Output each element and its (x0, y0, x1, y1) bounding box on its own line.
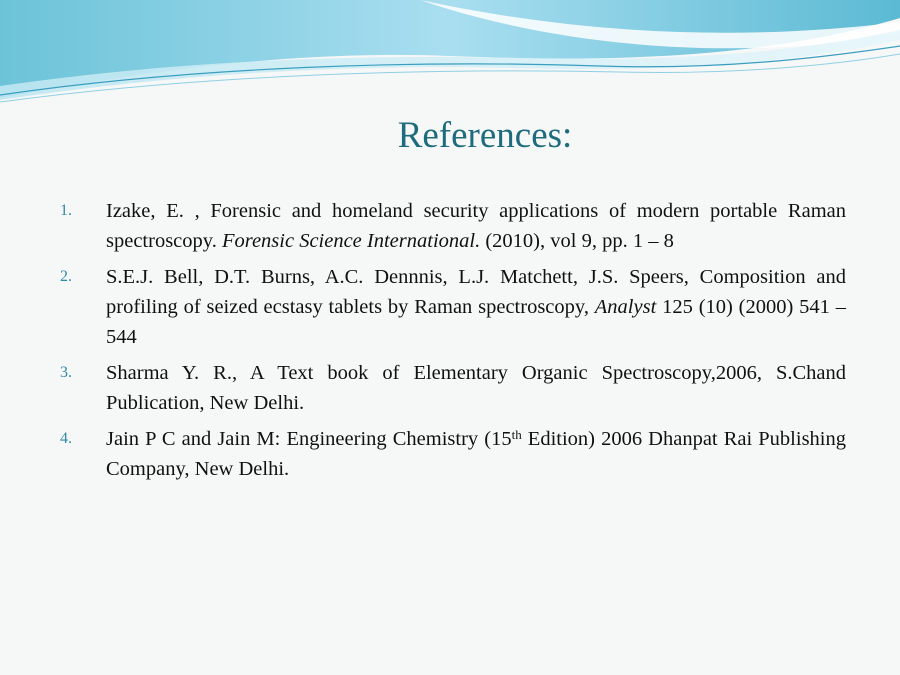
reference-text-part: Izake, E. , Forensic and homeland security applications of modern portable Raman spectroscopy. (106, 200, 846, 252)
reference-text-part: S.E.J. Bell, D.T. Burns, A.C. Dennnis, L.J. Matchett, J.S. Speers, Composition and profiling of seized ecstasy tablets by Raman spectroscopy, (106, 266, 846, 318)
reference-item (60, 196, 846, 256)
reference-text-part: Edition) 2006 Dhanpat Rai Publishing Company, New Delhi. (106, 428, 846, 480)
reference-text-part: (2010), vol 9, pp. 1 – 8 (480, 230, 674, 252)
header-wave-decoration (0, 0, 900, 110)
reference-item (60, 262, 846, 352)
list-number: 1. (60, 202, 72, 219)
reference-item (60, 358, 846, 418)
reference-text (106, 428, 846, 480)
list-number: 2. (60, 268, 72, 285)
reference-text-part: Jain P C and Jain M: Engineering Chemistry (15 (106, 428, 512, 450)
reference-text: Sharma Y. R., A Text book of Elementary Organic Spectroscopy,2006, S.Chand Publication, New Delhi. (106, 362, 846, 414)
reference-text-part: 125 (10) (2000) 541 – 544 (106, 296, 846, 348)
references-list (60, 196, 846, 490)
list-number: 4. (60, 430, 72, 447)
journal-name: Analyst (594, 296, 657, 318)
superscript: th (511, 427, 522, 442)
list-number: 3. (60, 364, 72, 381)
reference-item (60, 424, 846, 484)
reference-text (106, 200, 846, 252)
slide-title: References: (397, 115, 573, 156)
reference-text (106, 266, 846, 348)
journal-name: Forensic Science International. (221, 230, 481, 252)
